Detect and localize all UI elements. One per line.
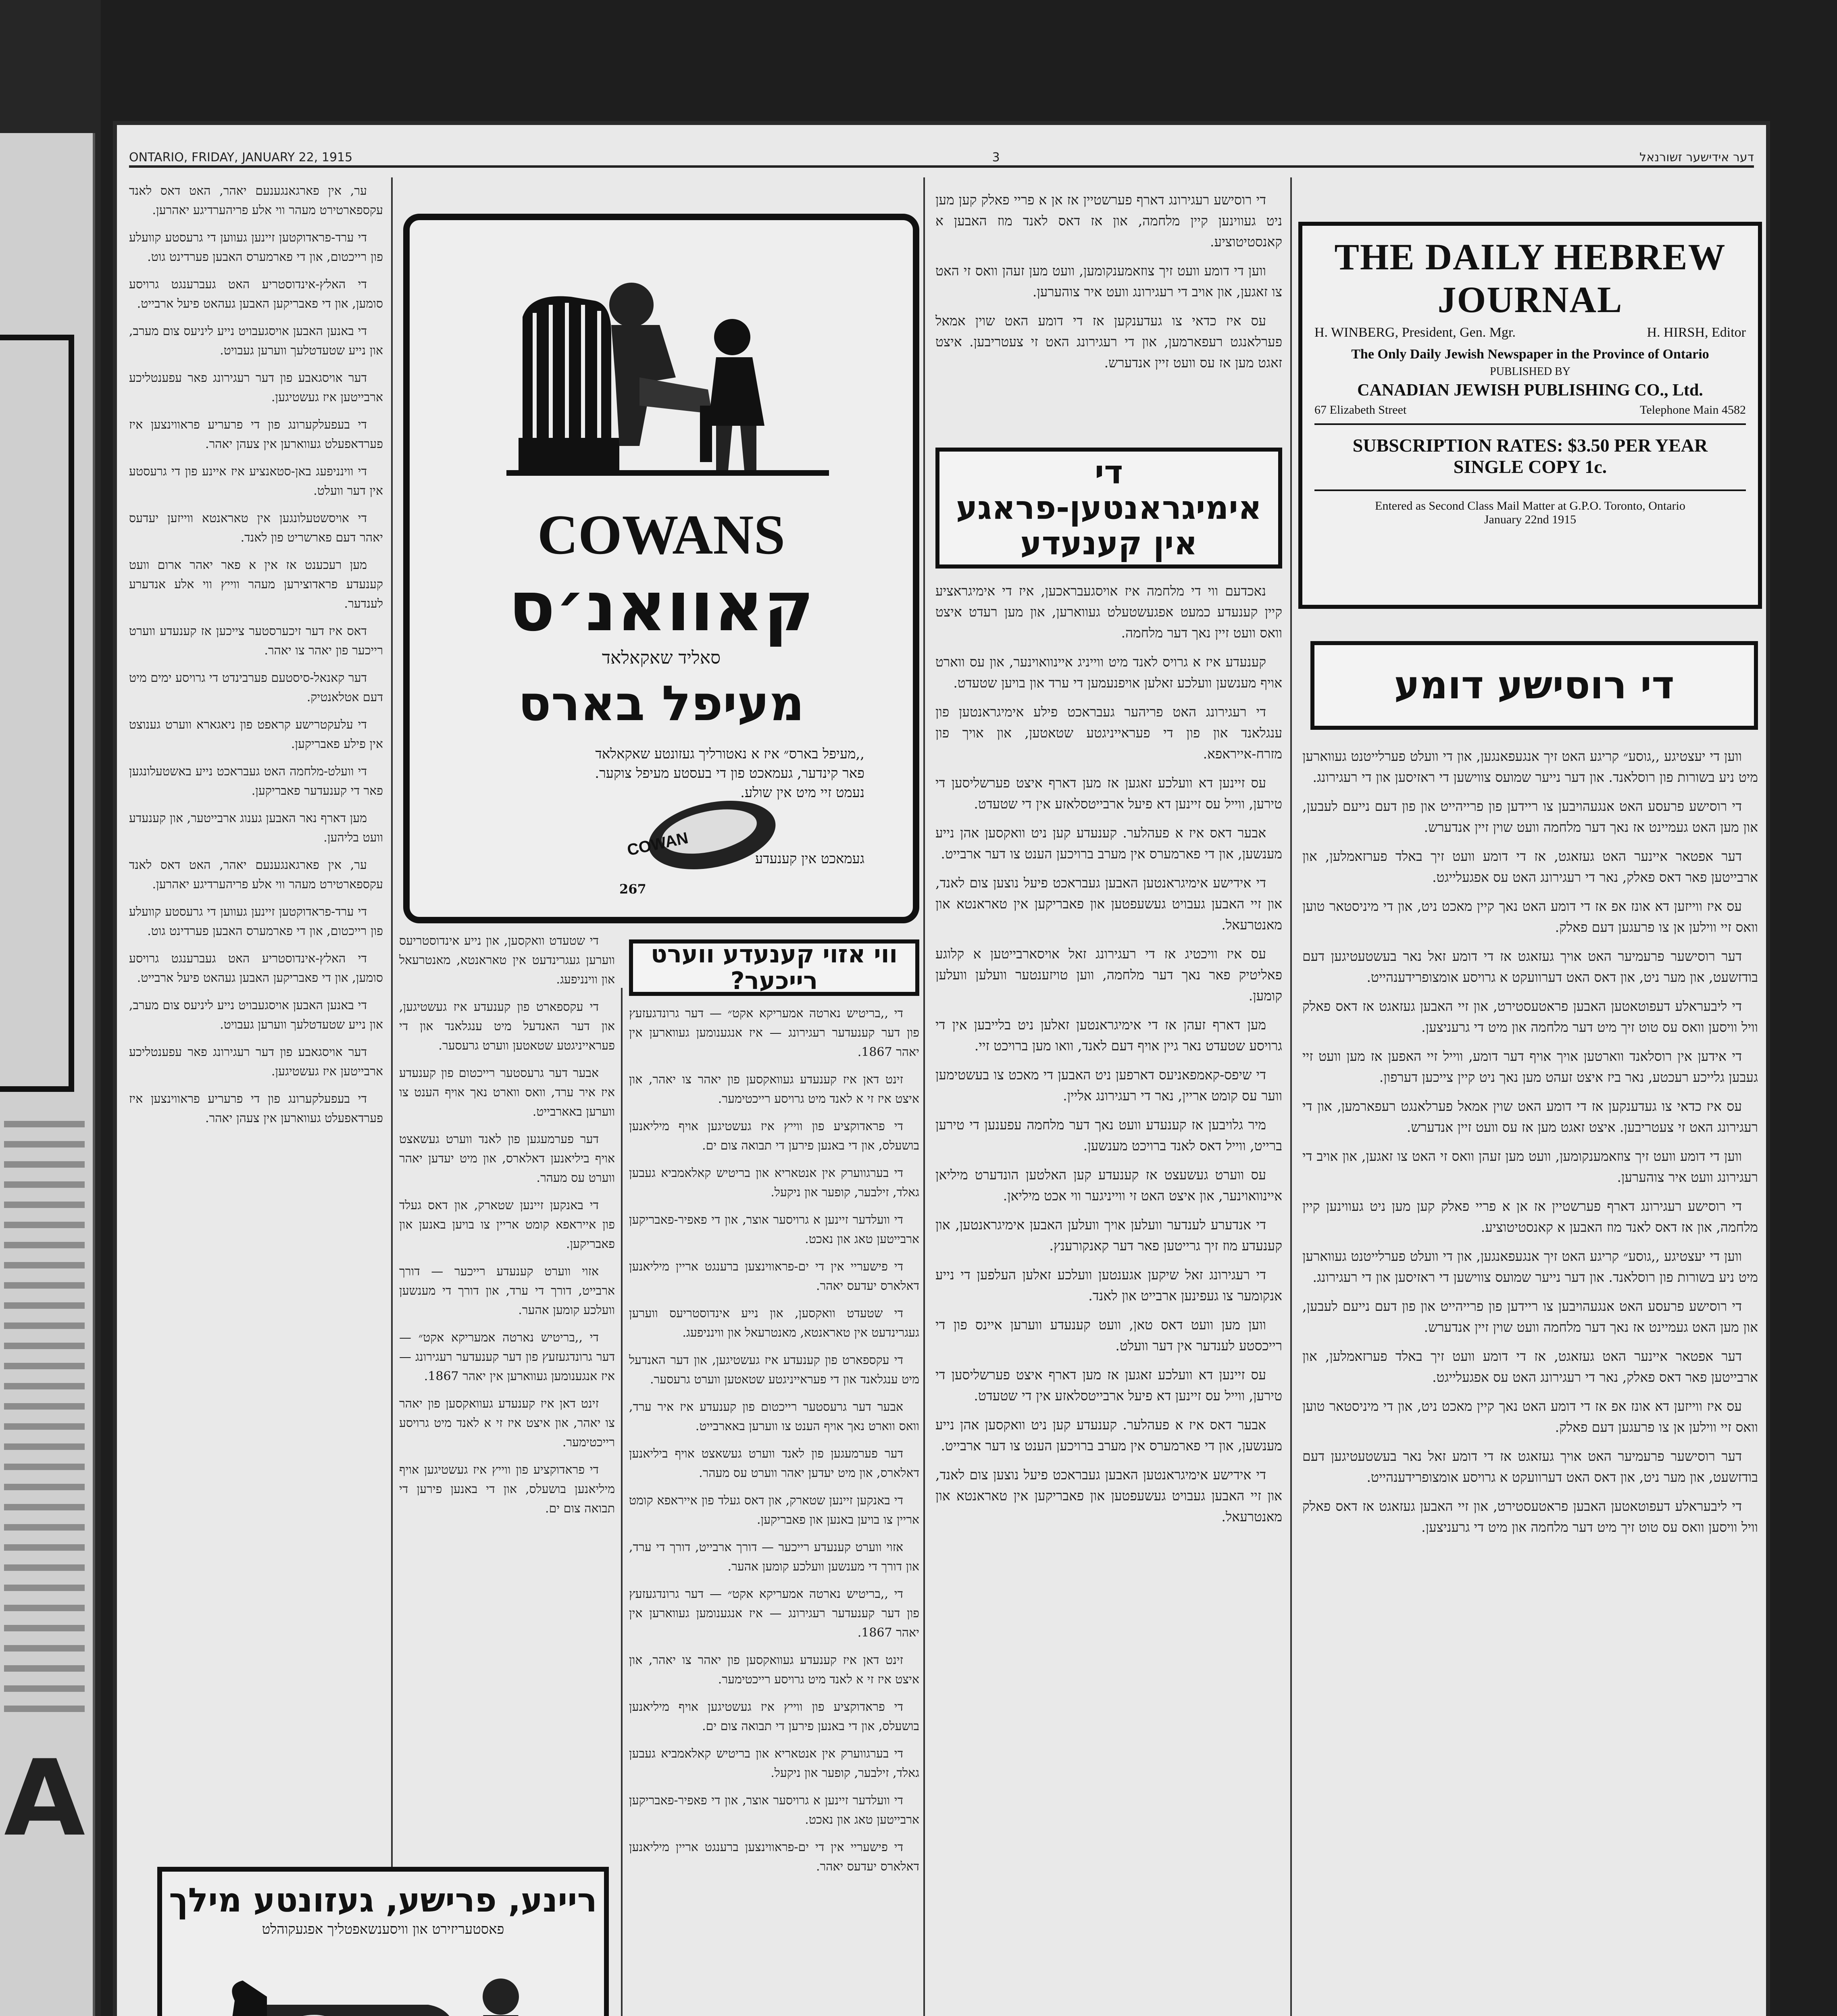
paragraph: די פראדוקציע פון ווייץ איז געשטיגען אויף מיליאנען בושעלס, און די באנען פירען די תבואה צום ים.	[629, 1700, 919, 1733]
paragraph: זינט דאן איז קענעדע געוואקסען פון יאהר צו יאהר, און איצט איז זי א לאנד מיט גרויסע רייכטימער.	[629, 1073, 919, 1106]
article-immigration	[935, 581, 1282, 2016]
paragraph: די אנדערע לענדער וועלען אויך וועלען האבען אימיגראנטען, און קענעדע מוז זיך גרייטען פאר דער קאנקורענץ.	[935, 1217, 1282, 1254]
paragraph: די ,,בריטיש נארטה אמעריקא אקט״ — דער גרונדגעזעץ פון דער קענעדער רעגירונג — איז אנגענומען געווארען אין יאהר 1867.	[629, 1587, 919, 1640]
paragraph: ווען די דומע וועט זיך צוזאמענקומען, וועט מען זעהן וואס זי האט צו זאגען, און אויב די רעגירונג וועט איר צוהערען.	[1302, 1148, 1758, 1185]
dairy-subheadline: פאסטעריזירט און וויסענשאפטליך אפגעקוהלט	[262, 1921, 504, 1937]
paragraph: זינט דאן איז קענעדע געוואקסען פון יאהר צו יאהר, און איצט איז זי א לאנד מיט גרויסע רייכטימער.	[399, 1397, 615, 1450]
column-rule	[391, 177, 393, 2016]
paragraph: אזוי ווערט קענעדע רייכער — דורך ארבייט, דורך די ערד, און דורך די מענשען וועלכע קומען אהער.	[629, 1540, 919, 1574]
paragraph: די ווינניפעג באן-סטאנציע איז איינע פון די גרעסטע אין דער וועלט.	[129, 464, 383, 498]
paragraph: ער, אין פארגאנגענעם יאהר, האט דאס לאנד עקספארטירט מעהר ווי אלע פריהערדיגע יאהרען.	[129, 184, 383, 217]
paragraph: די שטעדט וואקסען, און נייע אינדוסטריעס ווערען געגרינדעט אין טאראנטא, מאנטרעאל און ווינניפעג.	[629, 1306, 919, 1340]
paragraph: די רוסישע פרעסע האט אנגעהויבען צו ריידען פון פרייהייט און פון דעם נייעם לעבען, און מען האט געמיינט אז נאך דער מלחמה וועט שוין זיין אנדערש.	[1302, 798, 1758, 835]
previous-page-ad-letter: A	[4, 1738, 85, 1860]
paragraph: ווען די דומע וועט זיך צוזאמענקומען, וועט מען זעהן וואס זי האט צו זאגען, און אויב די רעגירונג וועט איר צוהערען.	[935, 263, 1282, 300]
paragraph: די פראדוקציע פון ווייץ איז געשטיגען אויף מיליאנען בושעלס, און די באנען פירען די תבואה צום ים.	[399, 1463, 615, 1516]
paragraph: עס איז כדאי צו געדענקען אז די דומע האט שוין אמאל פערלאנגט רעפארמען, און די רעגירונג האט זי צעטריבען. איצט זאגט מען אז עס וועט זיין אנדערש.	[1302, 1098, 1758, 1135]
publisher: CANADIAN JEWISH PUBLISHING CO., Ltd.	[1357, 381, 1703, 400]
cowans-brand-hebrew: קאוואנ׳ס	[508, 567, 814, 647]
headline-canada-richer	[629, 939, 919, 996]
cow-milkmaid-illustration	[178, 1952, 598, 2016]
paragraph: די רוסישע רעגירונג דארף פערשטיין אז אן א פריי פאלק קען מען ניט געווינען קיין מלחמה, און אז דאס לאנד מוז האבען א קאנסטיטוציע.	[1302, 1198, 1758, 1235]
published-by: PUBLISHED BY	[1490, 365, 1570, 378]
paragraph: די עקספארט פון קענעדע איז געשטיגען, און דער האנדעל מיט ענגלאנד און די פעראייניגטע שטאטען ווערט גרעסער.	[629, 1353, 919, 1387]
paragraph: די וועלדער זיינען א גרויסער אוצר, און די פאפיר-פאבריקען ארבייטען טאג און נאכט.	[629, 1793, 919, 1827]
column-rule	[621, 988, 623, 2016]
paragraph: עס זיינען דא וועלכע זאגען אז מען דארף איצט פערשליסען די טירען, ווייל עס זיינען דא פיעל ארבייטסלאזע אין די שטעדט.	[935, 1367, 1282, 1404]
column-rule	[923, 177, 925, 2016]
postal-entry: Entered as Second Class Mail Matter at G.P.O. Toronto, Ontario	[1314, 489, 1746, 513]
paragraph: די עלעקטרישע קראפט פון ניאגארא ווערט גענוצט אין פילע פאבריקען.	[129, 718, 383, 751]
paragraph: די בעפעלקערונג פון די פרעריע פראווינצען איז פערדאפעלט געווארען אין צעהן יאהר.	[129, 418, 383, 451]
paragraph: די פישעריי אין די ים-פראווינצען ברענגט אריין מיליאנען דאלארס יעדעס יאהר.	[629, 1840, 919, 1874]
paragraph: די וועלדער זיינען א גרויסער אוצר, און די פאפיר-פאבריקען ארבייטען טאג און נאכט.	[629, 1213, 919, 1246]
paragraph: דער אפטאר איינער האט געזאגט, אז די דומע וועט זיך באלד פערזאמלען, און ארבייטען פאר דאס פאלק, נאר די רעגירונג האט עס אפגעלייגט.	[1302, 1348, 1758, 1385]
paragraph: עס ווערט געשעצט אז קענעדע קען האלטען הונדערט מיליאן איינוואוינער, און איצט האט זי ווייניגער ווי אכט מיליאן.	[935, 1167, 1282, 1204]
paragraph: עס זיינען דא וועלכע זאגען אז מען דארף איצט פערשליסען די טירען, ווייל עס זיינען דא פיעל ארבייטסלאזע אין די שטעדט.	[935, 775, 1282, 812]
bar-label: COWAN	[625, 829, 690, 860]
paragraph: דער רוסישער פרעמיער האט אויך געזאגט אז די דומע זאל נאר בעשטעטיגען דעם בודזשעט, און מער ניט, און דאס האט דערוועקט א גרויסע אומצופרידענהייט.	[1302, 1448, 1758, 1485]
paragraph: די בערגווערק אין אנטאריא און בריטיש קאלאמביא געבען גאלד, זילבער, קופער און ניקעל.	[629, 1166, 919, 1200]
page-header	[129, 149, 1754, 168]
paragraph: די אידישע אימיגראנטען האבען געבראכט פיעל נוצען צום לאנד, און זיי האבען געבויט געשעפטען און פאבריקען אין טאראנטא און מאנטרעאל.	[935, 1467, 1282, 1524]
paragraph: די רוסישע רעגירונג דארף פערשטיין אז אן א פריי פאלק קען מען ניט געווינען קיין מלחמה, און אז דאס לאנד מוז האבען א קאנסטיטוציע.	[935, 192, 1282, 250]
article-canada-richer-col1	[629, 1004, 919, 2016]
paragraph: דער אפטאר איינער האט געזאגט, אז די דומע וועט זיך באלד פערזאמלען, און ארבייטען פאר דאס פאלק, נאר די רעגירונג האט עס אפגעלייגט.	[1302, 848, 1758, 885]
cowans-brand-latin: COWANS	[537, 504, 785, 566]
paragraph: די וועלט-מלחמה האט געבראכט נייע באשטעלונגען פאר די קענעדער פאבריקען.	[129, 764, 383, 798]
paragraph: די ,,בריטיש נארטה אמעריקא אקט״ — דער גרונדגעזעץ פון דער קענעדער רעגירונג — איז אנגענומען געווארען אין יאהר 1867.	[629, 1006, 919, 1059]
telephone: Telephone Main 4582	[1640, 403, 1746, 417]
masthead-staff	[1314, 325, 1746, 340]
farmers-dairy-ad	[157, 1867, 609, 2016]
paragraph: עס איז וויכטיג אז די רעגירונג זאל אויסארבייטען א קלוגע פאליטיק פאר נאך דער מלחמה, ווען טויזענטער וועלען וועלען קומען.	[935, 946, 1282, 1004]
paragraph: די ליבעראלע דעפוטאטען האבען פראטעסטירט, און זיי האבען געזאגט אז דאס פאלק וויל וויסען וואס עס טוט זיך מיט דער מלחמה און מיט די גרעניצען.	[1302, 1498, 1758, 1535]
paragraph: די באנקען זיינען שטארק, און דאס געלד פון אייראפא קומט אריין צו בויען באנען און פאבריקען.	[629, 1493, 919, 1527]
paragraph: די אויסשטעלונגען אין טאראנטא ווייזען יעדעס יאהר דעם פארשריט פון לאנד.	[129, 511, 383, 545]
paragraph: דאס איז דער זיכערסטער צייכען אז קענעדע ווערט רייכער פון יאהר צו יאהר.	[129, 624, 383, 658]
paragraph: עס איז ווייזען דא אונז אפ אז די דומע האט נאך קיין מאכט ניט, און די מיניסטאר טוען וואס זיי ווילען אן צו פרעגען דעם פאלק.	[1302, 1398, 1758, 1435]
paragraph: דער פערמעגען פון לאנד ווערט געשאצט אויף ביליאנען דאלארס, און מיט יעדען יאהר ווערט עס מעהר.	[399, 1132, 615, 1185]
headline-text: די רוסישע דומע	[1394, 662, 1675, 708]
paragraph: אבער דער גרעסטער רייכטום פון קענעדע איז איר ערד, וואס ווארט נאך אויף הענט צו ווערען באארבייט.	[629, 1400, 919, 1433]
previous-page-fragment	[0, 133, 95, 2016]
paragraph: די ערד-פראדוקטען זיינען געווען די גרעסטע קוועלע פון רייכטום, און די פארמערס האבען פערדינט גוט.	[129, 905, 383, 938]
paragraph: די פראדוקציע פון ווייץ איז געשטיגען אויף מיליאנען בושעלס, און די באנען פירען די תבואה צום ים.	[629, 1119, 919, 1153]
masthead-title: THE DAILY HEBREW JOURNAL	[1334, 236, 1726, 320]
paragraph: מען דארף נאר האבען גענוג ארבייטער, און קענעדע וועט בליהען.	[129, 811, 383, 845]
article-top-continuation	[935, 190, 1282, 439]
masthead-tagline: The Only Daily Jewish Newspaper in the Province of Ontario	[1351, 347, 1709, 362]
page-number: 3	[992, 150, 1000, 165]
editor: H. HIRSH, Editor	[1647, 325, 1746, 340]
paragraph: די האלץ-אינדוסטריע האט געברענגט גרויסע סומען, און די פאבריקען האבען געהאט פיעל ארבייט.	[129, 277, 383, 311]
paragraph: די באנען האבען אויסגעבויט נייע ליניעס צום מערב, און נייע שטעדטלעך ווערען געבויט.	[129, 324, 383, 358]
paragraph: די ליבעראלע דעפוטאטען האבען פראטעסטירט, און זיי האבען געזאגט אז דאס פאלק וויל וויסען וואס עס טוט זיך מיט דער מלחמה און מיט די גרעניצען.	[1302, 998, 1758, 1035]
paragraph: די ,,בריטיש נארטה אמעריקא אקט״ — דער גרונדגעזעץ פון דער קענעדער רעגירונג — איז אנגענומען געווארען אין יאהר 1867.	[399, 1331, 615, 1383]
paragraph: אזוי ווערט קענעדע רייכער — דורך ארבייט, דורך די ערד, און דורך די מענשען וועלכע קומען אהער.	[399, 1264, 615, 1317]
paragraph: די אידישע אימיגראנטען האבען געבראכט פיעל נוצען צום לאנד, און זיי האבען געבויט געשעפטען און פאבריקען אין טאראנטא און מאנטרעאל.	[935, 875, 1282, 933]
article-canada-richer-col2	[399, 931, 615, 1851]
subscription-rates: SUBSCRIPTION RATES: $3.50 PER YEAR	[1352, 435, 1708, 456]
paragraph: די רעגירונג זאל שיקען אגענטען וועלכע זאלען העלפען די נייע אנקומער צו געפינען ארבייט און לאנד.	[935, 1267, 1282, 1304]
previous-page-ad-box	[0, 335, 74, 1092]
paragraph: עס איז ווייזען דא אונז אפ אז די דומע האט נאך קיין מאכט ניט, און די מיניסטאר טוען וואס זיי ווילען אן צו פרעגען דעם פאלק.	[1302, 898, 1758, 935]
paragraph: די פישעריי אין די ים-פראווינצען ברענגט אריין מיליאנען דאלארס יעדעס יאהר.	[629, 1260, 919, 1293]
headline-text: ווי אזוי קענעדע ווערט רייכער?	[650, 940, 898, 995]
paragraph: די שיפס-קאמפאניעס דארפען ניט האבען די מאכט צו בעשטימען ווער עס קומט אריין, נאר די רעגירונג אליין.	[935, 1067, 1282, 1104]
president: H. WINBERG, President, Gen. Mgr.	[1314, 325, 1516, 340]
paragraph: ער, אין פארגאנגענעם יאהר, האט דאס לאנד עקספארטירט מעהר ווי אלע פריהערדיגע יאהרען.	[129, 858, 383, 891]
paragraph: ווען די יעצטיגע ,,גוסע״ קריגע האט זיך אנגעפאנגען, און די וועלט פערלייטנט געווארען מיט ניע בשורות פון רוסלאנד. און דער נייער שמועס צווישען די ראזיסען און די רעגירונג.	[1302, 748, 1758, 785]
article-russian-duma	[1302, 746, 1758, 2016]
dairy-headline: ריינע, פרישע, געזונטע מילך	[169, 1881, 597, 1920]
headline-text: די אימיגראנטען-פראגע אין קענעדע	[956, 454, 1262, 562]
paragraph: די באנען האבען אויסגעבויט נייע ליניעס צום מערב, און נייע שטעדטלעך ווערען געבויט.	[129, 998, 383, 1032]
paragraph: די אידען אין רוסלאנד ווארטען אויך אויף דער דומע, ווייל זיי האפען אז מען וועט זיי געבען גלייכע רעכטע, נאר ביז איצט זעהט מען נאך ניט קיין צייכען דערפון.	[1302, 1048, 1758, 1085]
paragraph: ווען די יעצטיגע ,,גוסע״ קריגע האט זיך אנגעפאנגען, און די וועלט פערלייטנט געווארען מיט ניע בשורות פון רוסלאנד. און דער נייער שמועס צווישען די ראזיסען און די רעגירונג.	[1302, 1248, 1758, 1285]
issue-date: January 22nd 1915	[1484, 513, 1577, 526]
paragraph: די עקספארט פון קענעדע איז געשטיגען, און דער האנדעל מיט ענגלאנד און די פעראייניגטע שטאטען ווערט גרעסער.	[399, 1000, 615, 1053]
masthead-address-row	[1314, 403, 1746, 425]
paragraph: מען רעכענט אז אין א פאר יאהר ארום וועט קענעדע פראדוצירען מעהר ווייץ ווי אלע אנדערע לענדער.	[129, 558, 383, 611]
header-date: ONTARIO, FRIDAY, JANUARY 22, 1915	[129, 150, 353, 165]
paragraph: דער קאנאל-סיסטעם פערבינדט די גרויסע ימים מיט דעם אטלאנטיק.	[129, 671, 383, 704]
paragraph: די האלץ-אינדוסטריע האט געברענגט גרויסע סומען, און די פאבריקען האבען געהאט פיעל ארבייט.	[129, 952, 383, 985]
paragraph: מען דארף זעהן אז די אימיגראנטען זאלען ניט בלייבען אין די גרויסע שטעדט נאר גיין אויף דעם לאנד, וואו מען ברויכט זיי.	[935, 1017, 1282, 1054]
column-rule	[1290, 177, 1292, 2016]
paragraph: מיר גלויבען אז קענעדע וועט נאך דער מלחמה עפענען די טירען ברייט, ווייל דאס לאנד ברויכט מענשען.	[935, 1117, 1282, 1154]
article-left-column	[129, 181, 383, 1855]
paragraph: זינט דאן איז קענעדע געוואקסען פון יאהר צו יאהר, און איצט איז זי א לאנד מיט גרויסע רייכטימער.	[629, 1653, 919, 1687]
paragraph: ווען מען וועט דאס טאן, וועט קענעדע ווערען איינס פון די רייכסטע לענדער אין דער וועלט.	[935, 1317, 1282, 1354]
paragraph: קענעדע איז א גרויס לאנד מיט ווייניג איינוואוינער, און עס ווארט אויף מענשען וועלכע זאלען אויפנעמען די ערד און בויען שטעדט.	[935, 654, 1282, 691]
paragraph: די בערגווערק אין אנטאריא און בריטיש קאלאמביא געבען גאלד, זילבער, קופער און ניקעל.	[629, 1747, 919, 1780]
paragraph: דער פערמעגען פון לאנד ווערט געשאצט אויף ביליאנען דאלארס, און מיט יעדען יאהר ווערט עס מעהר.	[629, 1447, 919, 1480]
grandfather-child-illustration	[450, 244, 873, 494]
newspaper-page	[113, 121, 1770, 2016]
paragraph: די שטעדט וואקסען, און נייע אינדוסטריעס ווערען געגרינדעט אין טאראנטא, מאנטרעאל און ווינניפעג.	[399, 934, 615, 987]
paragraph: דער אויסגאבע פון דער רעגירונג פאר עפענטליכע ארבייטען איז געשטיגען.	[129, 371, 383, 404]
header-paper-name: דער אידישער זשורנאל	[1639, 150, 1754, 165]
paragraph: אבער דאס איז א פעהלער. קענעדע קען ניט וואקסען אהן נייע מענשען, און די פארמערס אין מערב ברויכען הענט צו דער ארבייט.	[935, 825, 1282, 862]
paragraph: עס איז כדאי צו געדענקען אז די דומע האט שוין אמאל פערלאנגט רעפארמען, און די רעגירונג האט זי צעטריבען. איצט זאגט מען אז עס וועט זיין אנדערש.	[935, 313, 1282, 371]
paragraph: די באנקען זיינען שטארק, און דאס געלד פון אייראפא קומט אריין צו בויען באנען און פאבריקען.	[399, 1198, 615, 1251]
address: 67 Elizabeth Street	[1314, 403, 1407, 417]
masthead-box	[1298, 222, 1762, 609]
paragraph: דער אויסגאבע פון דער רעגירונג פאר עפענטליכע ארבייטען איז געשטיגען.	[129, 1045, 383, 1079]
paragraph: אבער דאס איז א פעהלער. קענעדע קען ניט וואקסען אהן נייע מענשען, און די פארמערס אין מערב ברויכען הענט צו דער ארבייט.	[935, 1417, 1282, 1454]
paragraph: אבער דער גרעסטער רייכטום פון קענעדע איז איר ערד, וואס ווארט נאך אויף הענט צו ווערען באארבייט.	[399, 1066, 615, 1119]
paragraph: נאכדעם ווי די מלחמה איז אויסגעבראכען, איז די אימיגראציע קיין קענעדע כמעט אפגעשטעלט געווארען, און מען רעדט איצט וואס וועט זיין נאך דער מלחמה.	[935, 583, 1282, 641]
cowans-subtitle: סאליד שאקאלאד	[602, 648, 721, 668]
headline-russian-duma	[1310, 641, 1758, 730]
cowans-ad-text: ,,מעיפל בארס״ איז א נאטורליך געזונטע שאקאלאד פאר קינדער, געמאכט פון די בעסטע מעיפל צוקער. נעמט זיי מיט אין שולע.	[595, 746, 864, 801]
paragraph: די רוסישע פרעסע האט אנגעהויבען צו ריידען פון פרייהייט און פון דעם נייעם לעבען, און מען האט געמיינט אז נאך דער מלחמה וועט שוין זיין אנדערש.	[1302, 1298, 1758, 1335]
cowans-product: מעיפל בארס	[518, 676, 804, 732]
headline-immigration	[935, 448, 1282, 569]
ad-code: 267	[619, 881, 646, 897]
paragraph: די רעגירונג האט פריהער געבראכט פילע אימיגראנטען פון ענגלאנד און פון די פעראייניגטע שטאטען, און אויך פון מזרח-אייראפא.	[935, 704, 1282, 762]
paragraph: די בעפעלקערונג פון די פרעריע פראווינצען איז פערדאפעלט געווארען אין צעהן יאהר.	[129, 1092, 383, 1125]
cowans-chocolate-ad	[403, 214, 919, 923]
cowans-footer: געמאכט אין קענעדע	[755, 851, 864, 867]
previous-page-text-lines	[4, 1121, 85, 1726]
paragraph: די ערד-פראדוקטען זיינען געווען די גרעסטע קוועלע פון רייכטום, און די פארמערס האבען פערדינט גוט.	[129, 231, 383, 264]
paragraph: דער רוסישער פרעמיער האט אויך געזאגט אז די דומע זאל נאר בעשטעטיגען דעם בודזשעט, און מער ניט, און דאס האט דערוועקט א גרויסע אומצופרידענהייט.	[1302, 948, 1758, 985]
single-copy-price: SINGLE COPY 1c.	[1453, 456, 1607, 477]
